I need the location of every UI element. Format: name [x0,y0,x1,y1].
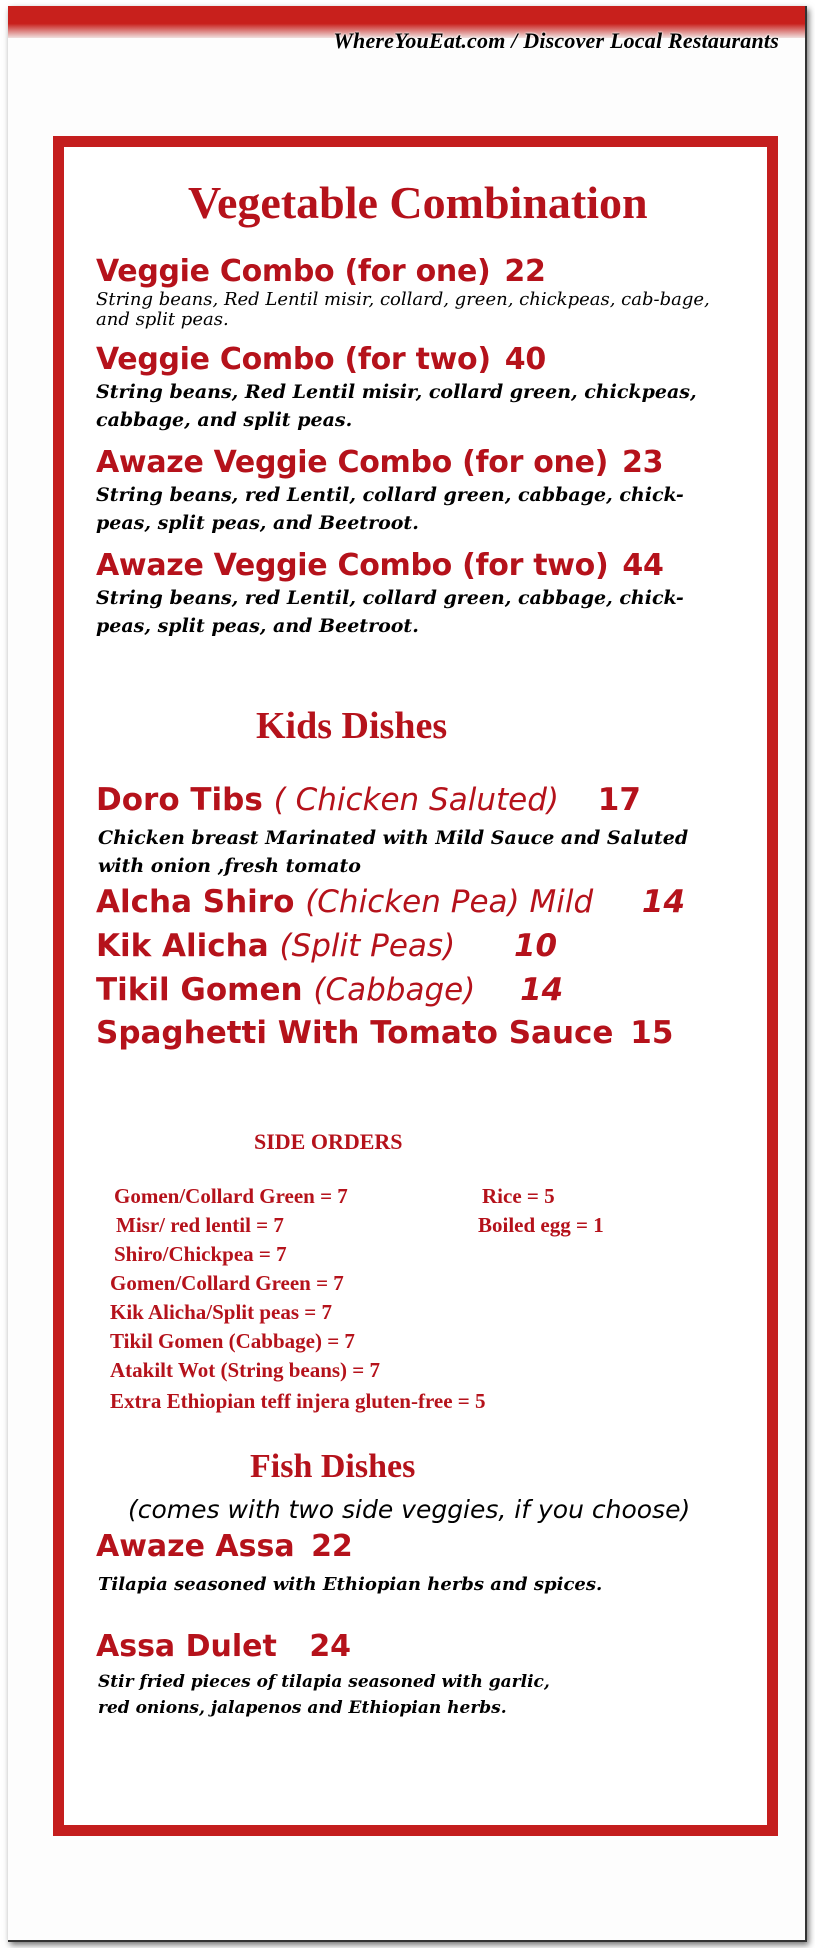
item-price: 14 [641,884,686,920]
fish-item-assa-dulet [96,1629,351,1664]
side-item: Extra Ethiopian teff injera gluten-free = 5 [110,1389,486,1413]
side-item: Misr/ red lentil = 7 [116,1213,284,1237]
item-price: 22 [504,254,546,289]
menu-item-awaze-veggie-two [96,548,736,640]
item-description: String beans, Red Lentil misir, collard, green, chickpeas, cab-bage, and split peas. [96,289,710,330]
fish-item-awaze-assa [96,1529,353,1564]
kids-item-kik-alicha [96,928,557,964]
item-note: (Cabbage) [313,972,476,1008]
item-price: 10 [513,928,558,964]
side-item: Rice = 5 [482,1184,555,1208]
item-name: Awaze Veggie Combo (for one) [96,445,609,480]
item-price: 24 [309,1629,352,1664]
kids-item-alcha-shiro [96,884,685,920]
kids-heading: Kids Dishes [256,705,448,747]
item-name: Alcha Shiro [96,884,295,920]
kids-item-doro-tibs-description: Chicken breast Marinated with Mild Sauce and Saluted with onion ,fresh tomato [98,827,689,877]
side-item: Shiro/Chickpea = 7 [114,1242,287,1266]
side-item: Boiled egg = 1 [478,1213,604,1237]
item-name: Assa Dulet [96,1629,277,1664]
item-price: 23 [622,445,664,480]
kids-item-spaghetti [96,1015,673,1051]
fish-heading: Fish Dishes [250,1448,416,1485]
item-name: Awaze Veggie Combo (for two) [96,548,609,583]
menu-item-veggie-combo-two [96,342,736,434]
side-item: Gomen/Collard Green = 7 [110,1271,344,1295]
item-note: ( Chicken Saluted) [273,782,559,818]
item-name: Spaghetti With Tomato Sauce [96,1015,614,1051]
item-name: Veggie Combo (for one) [96,254,491,289]
site-banner[interactable]: WhereYouEat.com / Discover Local Restaurants [333,28,779,53]
item-name: Tikil Gomen [96,972,303,1008]
item-description: String beans, Red Lentil misir, collard green, chickpeas, cabbage, and split peas. [96,381,697,431]
fish-note: (comes with two side veggies, if you choose) [128,1495,691,1524]
item-name: Veggie Combo (for two) [96,342,491,377]
kids-item-tikil-gomen [96,972,563,1008]
fish-item-assa-dulet-description-line2: red onions, jalapenos and Ethiopian herbs. [98,1698,507,1718]
fish-item-assa-dulet-description-line1: Stir fried pieces of tilapia seasoned with garlic, [98,1672,550,1692]
item-note: (Chicken Pea) Mild [305,884,594,920]
menu-item-veggie-combo-one [96,254,731,330]
item-price: 14 [520,972,564,1008]
item-name: Kik Alicha [96,928,269,964]
side-orders-heading: SIDE ORDERS [254,1129,403,1154]
item-description: String beans, red Lentil, collard green, cabbage, chick-peas, split peas, and Beetroot. [96,484,684,534]
side-item: Tikil Gomen (Cabbage) = 7 [110,1329,355,1353]
item-note: (Split Peas) [279,928,456,964]
side-item: Kik Alicha/Split peas = 7 [110,1300,333,1324]
item-name: Doro Tibs [96,782,263,818]
menu-item-awaze-veggie-one [96,445,736,537]
item-price: 15 [630,1015,674,1051]
item-price: 40 [504,342,546,377]
item-price: 22 [311,1529,353,1564]
vegetable-heading: Vegetable Combination [188,177,648,228]
item-price: 44 [622,548,664,583]
item-name: Awaze Assa [96,1529,295,1564]
kids-item-doro-tibs [96,782,641,818]
side-item: Atakilt Wot (String beans) = 7 [110,1358,381,1382]
fish-item-awaze-assa-description: Tilapia seasoned with Ethiopian herbs and spices. [98,1574,603,1595]
item-description: String beans, red Lentil, collard green, cabbage, chick-peas, split peas, and Beetroot. [96,587,684,637]
side-item: Gomen/Collard Green = 7 [114,1184,348,1208]
item-price: 17 [597,782,641,818]
